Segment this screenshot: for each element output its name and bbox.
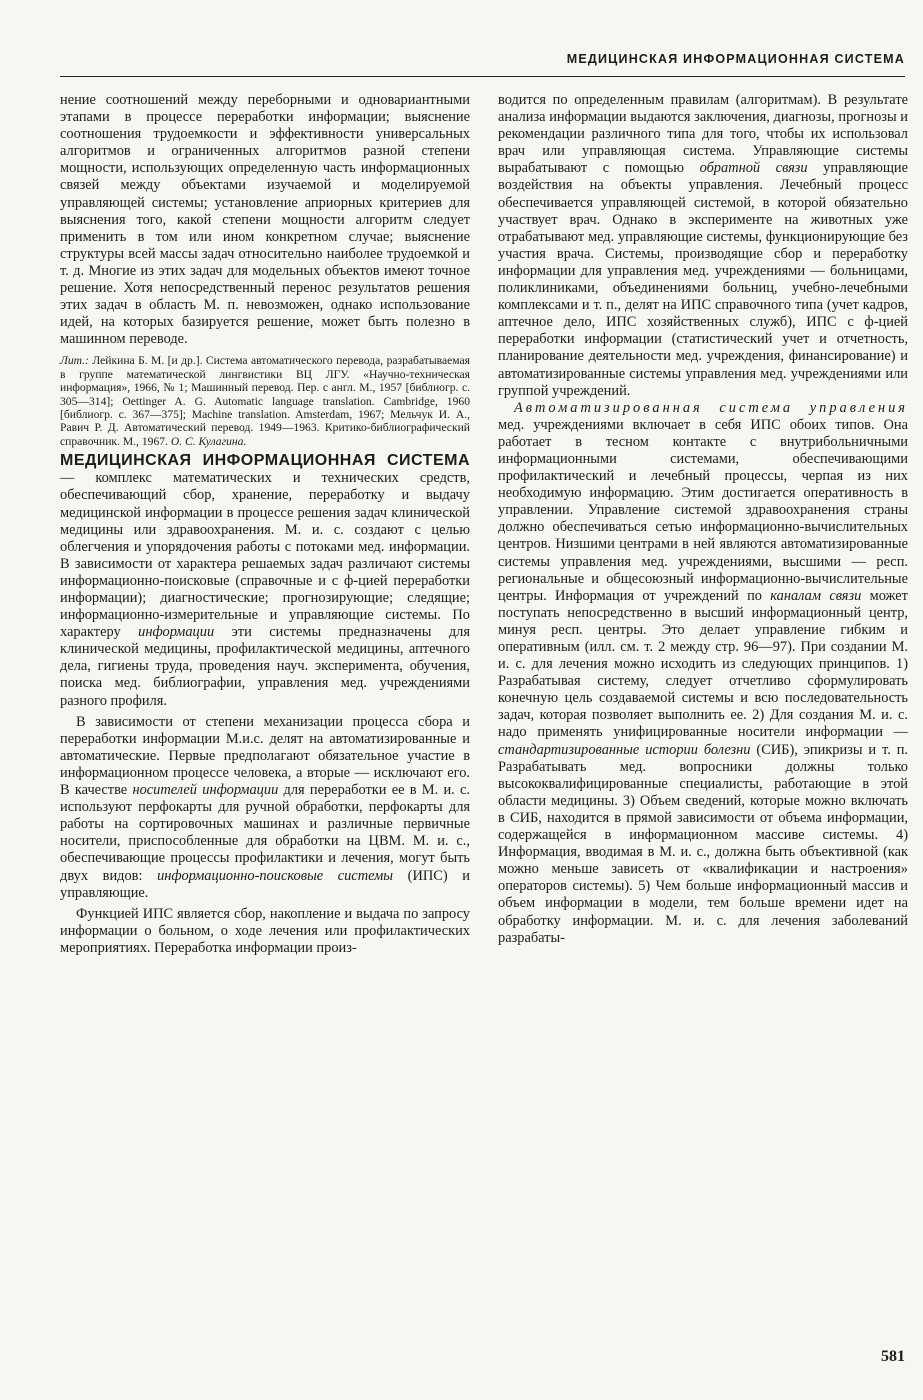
entry-definition-cont: эти системы предназначены для клинической медицины, профилактической медицины, аптечного дела, гигиены труда, проведения науч. эксперимента, обучения, поиска мед. библиографии, управления мед. учреждениями разного профиля. (60, 624, 470, 709)
emphasis: каналам связи (770, 587, 862, 604)
entry-emphasis: информации (138, 624, 215, 641)
entry-paragraph (60, 452, 470, 709)
continued-paragraph: нение соотношений между переборными и одновариантными этапами в процессе переработки информации; выяснение соотношения трудоемкости и эффективности универсальных алгоритмов и ограниченных алгоритмов разной степени мощности, использующих определенную часть информационных связей между объектами изучаемой и моделируемой управляющей системы; установление априорных критериев для выяснения того, какой степени мощности алгоритм следует применить в том или ином конкретном случае; выяснение структуры всей массы задач относительно наиболее трудоемкой и т. д. Многие из этих задач для модельных объектов имеют точное решение. Хотя непосредственный перенос результатов решения этих задач в область М. п. невозможен, однако использование идей, на которых базируется решение, может быть полезно в машинном переводе. (60, 92, 470, 348)
text-span: (ИПС) и управляющие. (60, 867, 470, 901)
text-span: (СИБ), эпикризы и т. п. Разрабатывать мед. вопросники должны только высококвалифицированные специалисты, работающие в этой области медицины. 3) Объем сведений, которые можно включать в СИБ, находится в прямой зависимости от объема информации, содержащейся в информационном массиве системы. 4) Информация, вводимая в М. и. с., должна быть объективной (как можно меньше зависеть от «квалификации и настроения» операторов системы). 5) Чем больше информационный массив и объем информации в модели, тем больше времени идет на обработку информации. М. и. с. для лечения заболеваний разрабаты- (498, 741, 908, 946)
entry-definition: — комплекс математических и технических средств, обеспечивающий сбор, хранение, переработку и выдачу медицинской информации в процессе решения задач клинической медицины или здравоохранения. М. и. с. создают с целью облегчения и упорядочения работы с потоками мед. информации. В зависимости от характера решаемых задач различают системы информационно-поисковые (справочные и с ф-цией переработки информации); диагностические; прогнозирующие; следящие; информационно-измерительные и управляющие системы. По характеру (60, 470, 470, 641)
page-number: 581 (881, 1348, 905, 1365)
ips-function-paragraph: Функцией ИПС является сбор, накопление и выдача по запросу информации о больном, о ходе лечения или профилактических мероприятиях. Переработка информации произ- (60, 905, 470, 956)
running-head: МЕДИЦИНСКАЯ ИНФОРМАЦИОННАЯ СИСТЕМА (566, 52, 905, 66)
text-span: может поступать непосредственно в высший информационный центр, минуя респ. центры. Это делает управление гибким и оперативным (илл. см. т. 2 между стр. 96—97). При создании М. и. с. для лечения можно исходить из следующих принципов. 1) Разрабатывая систему, следует отчетливо сформулировать конечную цель создаваемой системы и всю последовательность задач, которая позволяет выполнить ее. 2) Для создания М. и. с. надо применять унифицированные носители информации — (498, 587, 908, 741)
emphasis: Автоматизированная система управления (514, 399, 908, 416)
text-span: для переработки ее в М. и. с. используют перфокарты для ручной обработки, перфокарты для работы на сортировочных машинах и различные первичные носители, приспособленные для обработки на ЦВМ. М. и. с., обеспечивающие процессы профилактики и лечения, могут быть двух видов: (60, 782, 470, 884)
mechanization-paragraph (60, 714, 470, 902)
literature-label: Лит.: (60, 354, 89, 368)
entry-headword: МЕДИЦИНСКАЯ ИНФОРМАЦИОННАЯ СИСТЕМА (60, 452, 470, 470)
literature-references (60, 354, 470, 448)
text-span: водится по определенным правилам (алгоритмам). В результате анализа информации выдаются заключения, диагнозы, прогнозы и рекомендации различного типа для того, чтобы их использовал врач или управляющая система. Управляющие системы вырабатывают с помощью (498, 92, 908, 177)
continued-paragraph (498, 92, 908, 400)
emphasis: носителей информации (132, 782, 279, 799)
literature-author: О. С. Кулагина. (170, 434, 247, 448)
left-column (60, 92, 470, 957)
asu-paragraph (498, 400, 908, 947)
header-rule (60, 76, 905, 77)
text-span: мед. учреждениями включает в себя ИПС обоих типов. Она работает в тесном контакте с внутрибольничными информационными системами, обеспечивающими профилактический и лечебный процессы, черпая из них необходимую информацию. Этим достигается оперативность в управлении. Управление системой здравоохранения страны должно обеспечиваться сетью информационно-вычислительных центров. Низшими центрами в ней являются автоматизированные системы управления мед. учреждениями, высшими — респ. региональные и общесоюзный информационно-вычислительные центры. Информация от учреждений по (498, 416, 908, 604)
text-span: В зависимости от степени механизации процесса сбора и переработки информации М.и.с. делят на автоматизированные и автоматические. Первые предполагают обязательное участие в информационном процессе человека, а вторые — исключают его. В качестве (60, 713, 470, 799)
text-span: управляющие воздействия на объекты управления. Лечебный процесс обеспечивается управляющей системой, в которой обязательно участвует врач. Однако в эксперименте на животных уже отрабатывают мед. управляющие системы, функционирующие без участия врача. Системы, производящие сбор и переработку информации для управления мед. учреждениями — больницами, поликлиниками, объединениями больниц, учебно-лечебными комплексами и т. п., делят на ИПС справочного типа (учет кадров, аптечное дело, ИПС хозяйственных служб), ИПС с ф-цией переработки информации (статистический учет и отчетность, планирование деятельности мед. учреждения, финансирование) и автоматизированные системы управления мед. учреждениями или группой учреждений. (498, 160, 908, 399)
emphasis: стандартизированные истории болезни (498, 741, 751, 758)
emphasis: обратной связи (699, 160, 808, 177)
literature-text: Лейкина Б. М. [и др.]. Система автоматического перевода, разрабатываемая в группе математической лингвистики ВЦ ЛГУ. «Научно-техническая информация», 1966, № 1; Машинный перевод. Пер. с англ. М., 1957 [библиогр. с. 305—314]; Oettinger A. G. Automatic language translation. Cambridge, 1960 [библиогр. с. 367—375]; Machine translation. Amsterdam, 1967; Мельчук И. А., Равич Р. Д. Автоматический перевод. 1949—1963. Критико-библиографический справочник. М., 1967. (60, 354, 470, 448)
right-column (498, 92, 908, 947)
emphasis: информационно-поисковые системы (157, 867, 394, 884)
